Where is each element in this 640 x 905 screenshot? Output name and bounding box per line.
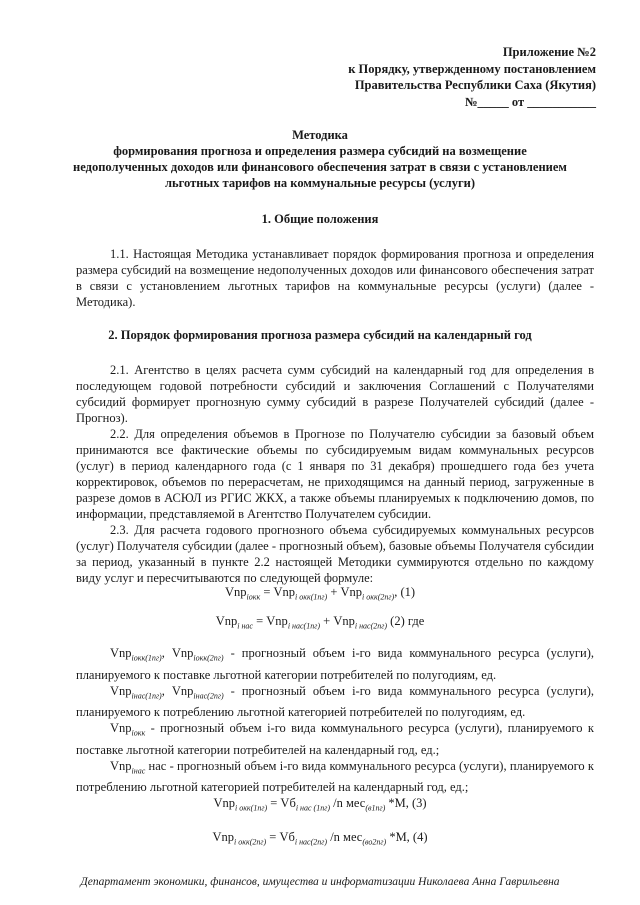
- formula-3: $Vnp_{i окк(1пг)} = Vб_{i нас (1пг)}$ /n мес$_{(в1пг)}$ *М, (3): [213, 796, 427, 813]
- title-line-4: льготных тарифов на коммунальные ресурсы (услуги): [165, 176, 475, 190]
- page-footer: Департамент экономики, финансов, имущества и информатизации Николаева Анна Гаврильевна: [80, 876, 560, 888]
- section-1-heading: 1. Общие положения: [261, 212, 379, 226]
- document-title: [60, 127, 580, 191]
- title-line-3: недополученных доходов или финансового обеспечения затрат в связи с установлением: [73, 160, 567, 174]
- definition-4: Vnp$_{iнас}$ нас - прогнозный объем i-го вида коммунального ресурса (услуги), планируемого к потреблению льготной категорией потребителей на календарный год, ед.;: [76, 758, 594, 794]
- section-2-body: [76, 362, 594, 586]
- definition-2: Vnp$_{iнас(1пг)}$, Vnp$_{iнас(2пг)}$ - прогнозный объем i-го вида коммунального ресурса (услуги), планируемого к потреблению льготной категорией потребителей по полугодиям, ед.: [76, 683, 594, 719]
- appendix-number: Приложение №2: [502, 45, 596, 59]
- definition-1: Vnp$_{iокк(1пг)}$, Vnp$_{iокк(2пг)}$ - прогнозный объем i-го вида коммунального ресурса (услуги), планируемого к поставке льготной категории потребителей по полугодиям, ед.: [76, 646, 594, 682]
- paragraph-1-1: 1.1. Настоящая Методика устанавливает порядок формирования прогноза и определения размера субсидий на возмещение недополученных доходов или финансового обеспечения затрат в связи с установлением льготных тарифов на коммунальные ресурсы (услуги) (далее - Методика).: [76, 247, 594, 309]
- appendix-ref-line: к Порядку, утвержденному постановлением: [348, 61, 596, 76]
- paragraph-2-2: 2.2. Для определения объемов в Прогнозе по Получателю субсидии за базовый объем принимаются все фактические объемы по субсидируемым видам коммунальных ресурсов (услуг) в период календарного года (с 1 января по 31 декабря) прошедшего года без учета корректировок, объемов по перерасчетам, не приходящимся на данный период, загруженные в разрезе домов в АСЮЛ из РГИС ЖКХ, а также объемы планируемых к подключению домов, по информации, представляемой в Агентство Получателем субсидии.: [76, 427, 594, 521]
- appendix-number-date-line: №_____ от ___________: [464, 94, 596, 109]
- section-2-heading: 2. Порядок формирования прогноза размера субсидий на календарный год: [108, 328, 532, 342]
- paragraph-2-3: 2.3. Для расчета годового прогнозного объема субсидируемых коммунальных ресурсов (услуг) Получателя субсидии (далее - прогнозный объем), базовые объемы Получателя субсидии за период, указанный в пункте 2.2 настоящей Методики суммируются отдельно по каждому виду услуг и пересчитываются по следующей формуле:: [76, 523, 594, 585]
- formula-4: $Vnp_{i окк(2пг)} = Vб_{i нас(2пг)}$ /n мес$_{(во2пг)}$ *М, (4): [212, 830, 428, 847]
- appendix-header: [348, 44, 596, 110]
- title-line-1: Методика: [292, 128, 348, 142]
- formula-1: Vnp$_{iокк}$ = Vnp$_{i окк(1пг)}$ + Vnp$_{i окк(2пг)}$, (1): [224, 585, 416, 602]
- paragraph-2-1: 2.1. Агентство в целях расчета сумм субсидий на календарный год для определения в последующем годовой потребности субсидий и заключения Соглашений с Получателями субсидий формирует прогнозную сумму субсидий в разрезе Получателей субсидий (далее - Прогноз).: [76, 363, 594, 425]
- section-1-body: [76, 246, 594, 310]
- definition-3: Vnp$_{iокк}$ - прогнозный объем i-го вида коммунального ресурса (услуги), планируемого к поставке льготной категории потребителей на календарный год, ед.;: [76, 721, 594, 757]
- definitions-list: [76, 645, 594, 795]
- formula-2: Vnp$_{i нас}$ = Vnp$_{i нас(1пг)}$ + Vnp$_{i нас(2пг)}$ (2) где: [215, 614, 425, 631]
- appendix-government-line: Правительства Республики Саха (Якутия): [354, 78, 596, 92]
- title-line-2: формирования прогноза и определения размера субсидий на возмещение: [113, 144, 527, 158]
